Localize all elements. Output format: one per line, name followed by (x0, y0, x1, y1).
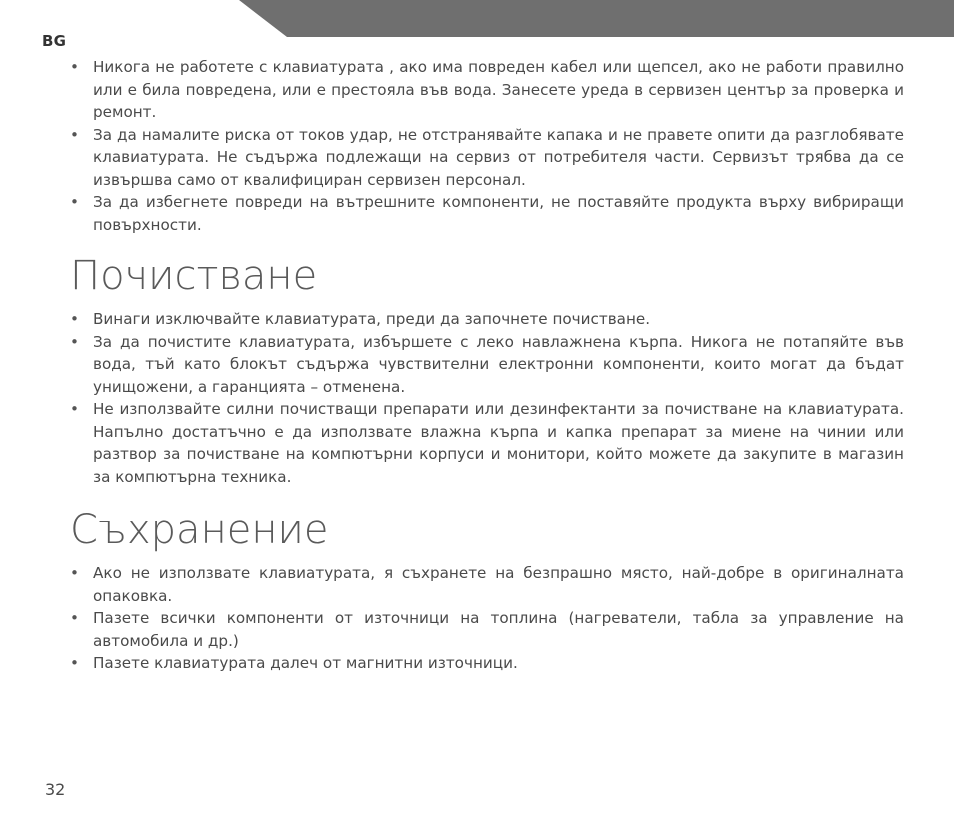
list-item: • Никога не работете с клавиатурата , ако има повреден кабел или щепсел, ако не работи правилно или е била повредена, или е престояла във вода. Занесете уреда в сервизен център за проверка и ремонт. (70, 56, 904, 124)
list-item: • За да избегнете повреди на вътрешните компоненти, не поставяйте продукта върху вибриращи повърхности. (70, 191, 904, 236)
header-band (239, 0, 954, 37)
list-item: • Ако не използвате клавиатурата, я съхранете на безпрашно място, най-добре в оригиналната опаковка. (70, 562, 904, 607)
list-item: • За да почистите клавиатурата, избършете с леко навлажнена кърпа. Никога не потапяйте във вода, тъй като блокът съдържа чувствителни електронни компоненти, които могат да бъдат унищожени, а гаранцията – отменена. (70, 331, 904, 399)
safety-list (70, 56, 904, 236)
list-item: • Пазете клавиатурата далеч от магнитни източници. (70, 652, 904, 675)
storage-list (70, 562, 904, 675)
cleaning-list (70, 308, 904, 488)
list-item: • За да намалите риска от токов удар, не отстранявайте капака и не правете опити да разглобявате клавиатурата. Не съдържа подлежащи на сервиз от потребителя части. Сервизът трябва да се извършва само от квалифициран сервизен персонал. (70, 124, 904, 192)
language-tag: BG (42, 32, 67, 50)
storage-heading: Съхранение (70, 507, 329, 553)
cleaning-heading: Почистване (70, 253, 318, 299)
list-item: • Не използвайте силни почистващи препарати или дезинфектанти за почистване на клавиатурата. Напълно достатъчно е да използвате влажна кърпа и капка препарат за миене на чинии или разтвор за почистване на компютърни корпуси и монитори, който можете да закупите в магазин за компютърна техника. (70, 398, 904, 488)
list-item: • Пазете всички компоненти от източници на топлина (нагреватели, табла за управление на автомобила и др.) (70, 607, 904, 652)
list-item: • Винаги изключвайте клавиатурата, преди да започнете почистване. (70, 308, 904, 331)
page-content (70, 56, 904, 675)
page-number: 32 (45, 780, 66, 799)
